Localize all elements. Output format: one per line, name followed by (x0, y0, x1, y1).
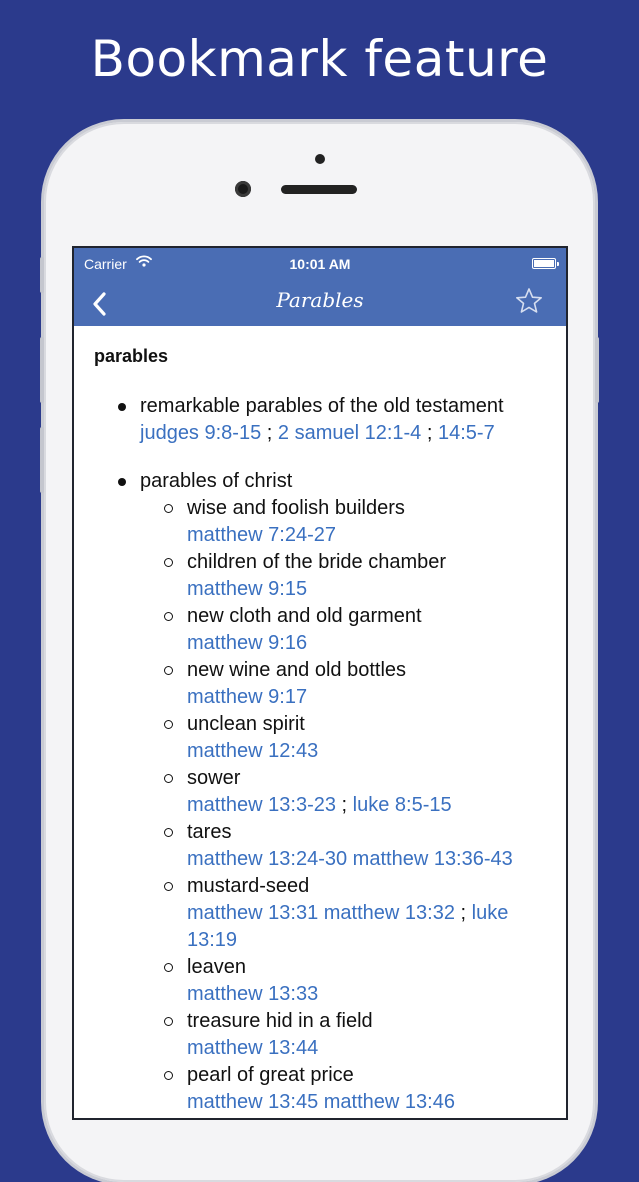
star-outline-icon (514, 286, 544, 316)
sub-bullet (164, 666, 173, 675)
reference-link[interactable]: matthew 9:17 (187, 686, 308, 708)
reference-links (140, 420, 495, 447)
reference-link[interactable]: matthew 13:36-43 (352, 848, 513, 870)
front-camera (235, 181, 251, 197)
reference-link[interactable]: 2 samuel 12:1-4 (277, 422, 422, 444)
parable-reference (187, 630, 307, 657)
separator: ; (460, 902, 467, 924)
status-time: 10:01 AM (289, 256, 351, 272)
reference-link[interactable]: matthew 12:43 (187, 740, 319, 762)
reference-link[interactable]: 14:5-7 (438, 422, 495, 444)
parable-reference (187, 981, 318, 1008)
reference-link[interactable]: matthew 13:44 (187, 1037, 319, 1059)
sub-bullet (164, 558, 173, 567)
reference-link[interactable]: matthew 9:16 (187, 632, 308, 654)
power-button (595, 337, 599, 403)
battery-icon (532, 258, 556, 269)
parable-reference (187, 684, 307, 711)
parable-reference (187, 1035, 318, 1062)
separator: ; (266, 422, 273, 444)
parable-reference (187, 1089, 455, 1116)
reference-link[interactable]: matthew 13:3-23 (187, 794, 336, 816)
reference-link[interactable]: matthew 7:24-27 (187, 524, 336, 546)
parable-title: mustard-seed (187, 875, 310, 897)
article-heading: parables (94, 346, 169, 366)
reference-link[interactable]: matthew 9:15 (187, 578, 308, 600)
parable-title: new wine and old bottles (187, 659, 407, 681)
parable-title: tares (187, 821, 232, 843)
parable-reference (187, 900, 508, 927)
separator: ; (426, 422, 433, 444)
reference-link[interactable]: judges 9:8-15 (140, 422, 262, 444)
promo-title: Bookmark feature (90, 30, 549, 88)
parable-reference (187, 522, 336, 549)
reference-link[interactable]: matthew 13:24-30 (187, 848, 348, 870)
status-bar (74, 248, 566, 280)
parable-title: leaven (187, 956, 246, 978)
top-bar (74, 248, 566, 326)
parable-title: pearl of great price (187, 1064, 354, 1086)
volume-down-button (40, 427, 44, 493)
sub-bullet (164, 612, 173, 621)
parable-title: new cloth and old garment (187, 605, 422, 627)
parable-title: treasure hid in a field (187, 1010, 373, 1032)
sub-bullet (164, 1071, 173, 1080)
reference-link[interactable]: matthew 13:45 (187, 1091, 319, 1113)
navigation-bar (74, 280, 566, 326)
bullet-dot (118, 403, 126, 411)
reference-link[interactable]: matthew 13:31 (187, 902, 319, 924)
sub-bullet (164, 828, 173, 837)
reference-link[interactable]: matthew 13:32 (323, 902, 455, 924)
sub-bullet (164, 720, 173, 729)
separator: ; (341, 794, 348, 816)
parable-reference (187, 792, 452, 819)
silent-switch (40, 257, 44, 293)
reference-link[interactable]: luke 8:5-15 (352, 794, 452, 816)
section-title: remarkable parables of the old testament (140, 395, 504, 417)
section-title: parables of christ (140, 470, 293, 492)
sub-bullet (164, 504, 173, 513)
reference-link[interactable]: luke (471, 902, 509, 924)
carrier-label: Carrier (84, 256, 127, 272)
bullet-dot (118, 478, 126, 486)
reference-link[interactable]: matthew 13:33 (187, 983, 319, 1005)
parable-title: wise and foolish builders (187, 497, 405, 519)
app-screen (74, 248, 566, 1118)
page-title: Parables (276, 288, 364, 312)
earpiece-speaker (281, 185, 357, 194)
sub-bullet (164, 882, 173, 891)
parable-title: sower (187, 767, 241, 789)
volume-up-button (40, 337, 44, 403)
proximity-sensor (315, 154, 325, 164)
sub-bullet (164, 1017, 173, 1026)
bookmark-button[interactable] (514, 286, 544, 316)
sub-bullet (164, 963, 173, 972)
parable-reference (187, 738, 318, 765)
parable-reference (187, 846, 513, 873)
parable-title: children of the bride chamber (187, 551, 447, 573)
article-content[interactable] (74, 326, 566, 1118)
parable-reference-continued (187, 927, 237, 954)
parable-reference (187, 576, 307, 603)
sub-bullet (164, 774, 173, 783)
parable-title: unclean spirit (187, 713, 305, 735)
reference-link[interactable]: matthew 13:46 (323, 1091, 455, 1113)
reference-link[interactable]: 13:19 (187, 929, 238, 951)
